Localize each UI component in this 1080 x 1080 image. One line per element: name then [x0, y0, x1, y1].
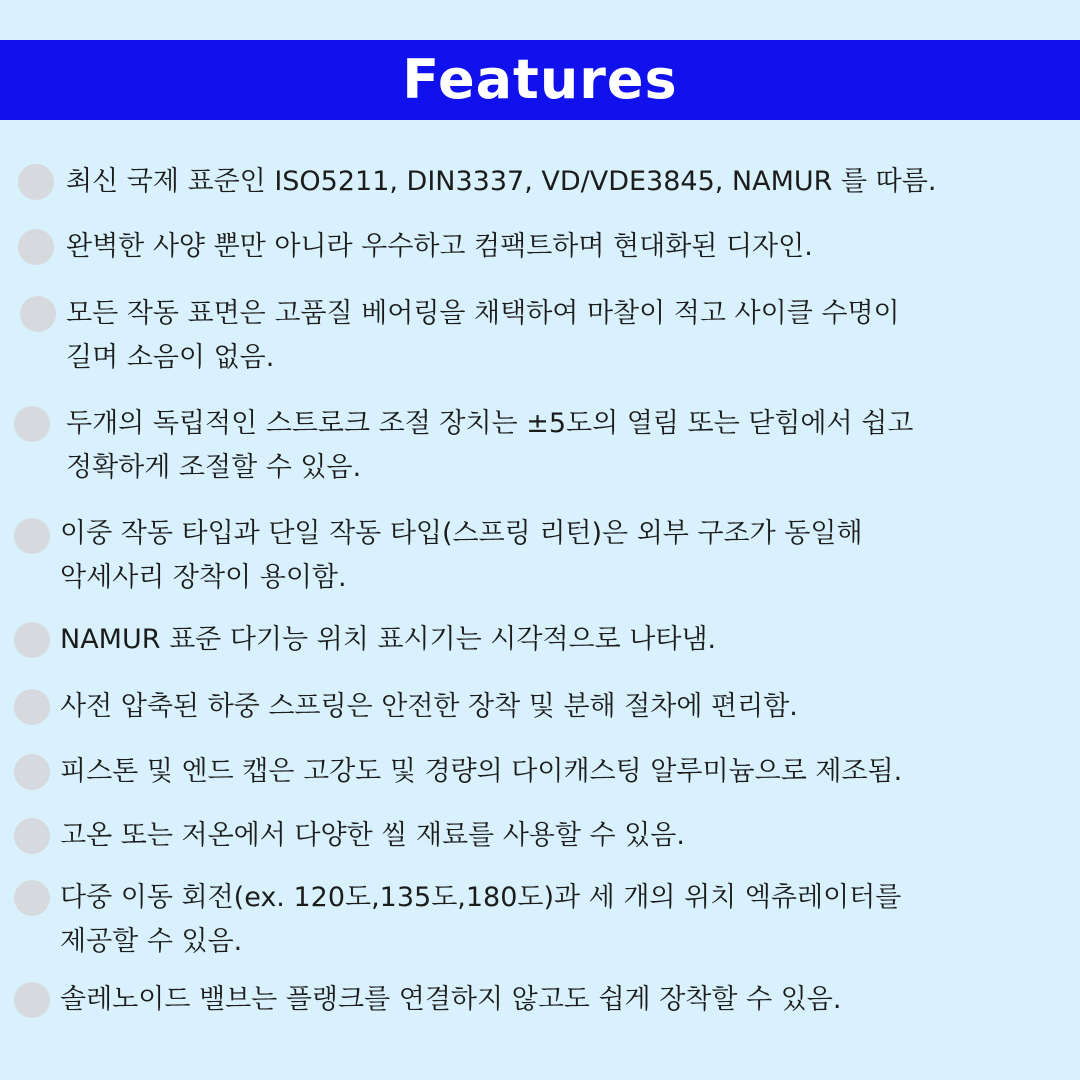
feature-text: 다중 이동 회전(ex. 120도,135도,180도)과 세 개의 위치 엑츄레이터를 제공할 수 있음.: [60, 882, 902, 957]
feature-item: [0, 402, 1080, 502]
bullet-icon: [14, 754, 50, 790]
page-title: Features: [402, 48, 678, 111]
feature-text: 최신 국제 표준인 ISO5211, DIN3337, VD/VDE3845, NAMUR 를 따름.: [66, 166, 937, 197]
feature-text: 사전 압축된 하중 스프링은 안전한 장착 및 분해 절차에 편리함.: [60, 691, 798, 722]
feature-item: [0, 512, 1080, 612]
feature-text: 모든 작동 표면은 고품질 베어링을 채택하여 마찰이 적고 사이클 수명이 길며 소음이 없음.: [66, 298, 900, 373]
feature-text: NAMUR 표준 다기능 위치 표시기는 시각적으로 나타냄.: [60, 624, 717, 655]
feature-text: 두개의 독립적인 스트로크 조절 장치는 ±5도의 열림 또는 닫힘에서 쉽고 정확하게 조절할 수 있음.: [66, 408, 914, 483]
bullet-icon: [18, 164, 54, 200]
bullet-icon: [18, 229, 54, 265]
feature-item: [0, 978, 1080, 1078]
feature-text: 이중 작동 타입과 단일 작동 타입(스프링 리턴)은 외부 구조가 동일해 악세사리 장착이 용이함.: [60, 518, 863, 593]
bullet-icon: [14, 622, 50, 658]
feature-item: [0, 292, 1080, 392]
feature-text: 솔레노이드 밸브는 플랭크를 연결하지 않고도 쉽게 장착할 수 있음.: [60, 984, 842, 1015]
feature-text: 완벽한 사양 뿐만 아니라 우수하고 컴팩트하며 현대화된 디자인.: [66, 231, 813, 262]
bullet-icon: [14, 880, 50, 916]
feature-item: [0, 876, 1080, 976]
bullet-icon: [14, 406, 50, 442]
bullet-icon: [14, 689, 50, 725]
feature-text: 고온 또는 저온에서 다양한 씰 재료를 사용할 수 있음.: [60, 820, 685, 851]
bullet-icon: [14, 818, 50, 854]
title-bar: [0, 40, 1080, 120]
feature-text: 피스톤 및 엔드 캡은 고강도 및 경량의 다이캐스팅 알루미늄으로 제조됨.: [60, 756, 903, 787]
bullet-icon: [20, 296, 56, 332]
bullet-icon: [14, 518, 50, 554]
bullet-icon: [14, 982, 50, 1018]
